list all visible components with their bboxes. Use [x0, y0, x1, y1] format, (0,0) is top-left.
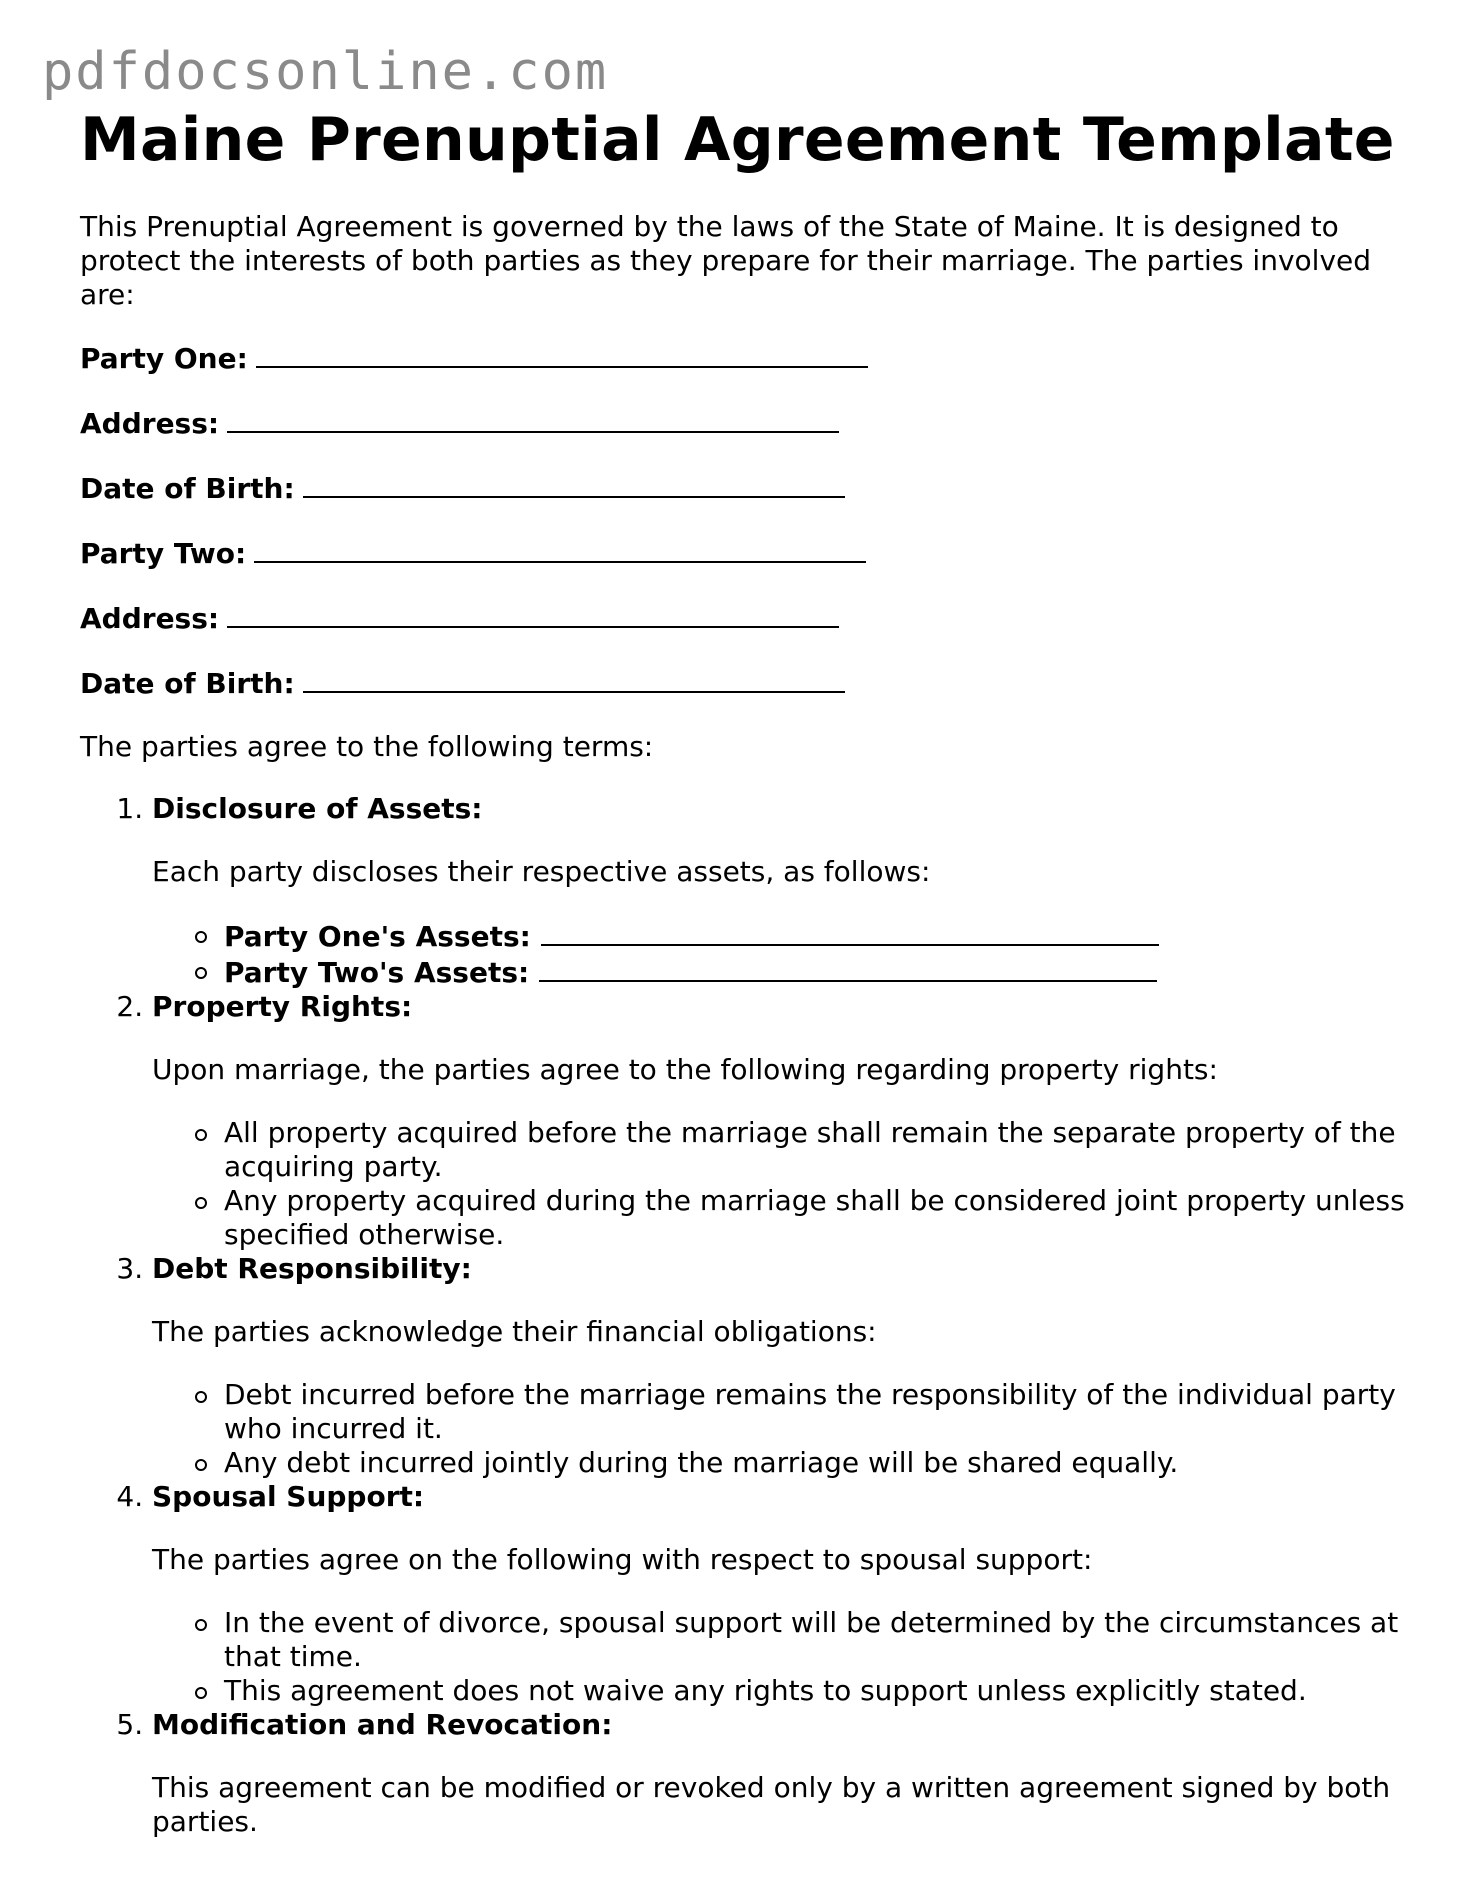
term-item	[152, 1252, 1410, 1480]
field-label: Party One:	[80, 342, 248, 375]
term-sublist	[152, 1116, 1410, 1252]
term-description: This agreement can be modified or revoked only by a written agreement signed by both parties.	[152, 1771, 1391, 1838]
sub-item: All property acquired before the marriage shall remain the separate property of the acquiring party.	[224, 1116, 1410, 1184]
term-description: Each party discloses their respective assets, as follows:	[152, 855, 931, 888]
field-label: Address:	[80, 602, 220, 635]
term-item	[152, 990, 1410, 1252]
field-label: Party Two:	[80, 537, 247, 570]
term-item	[152, 1708, 1410, 1839]
sub-item	[224, 918, 1410, 954]
field-label: Address:	[80, 407, 220, 440]
term-title: Property Rights:	[152, 990, 413, 1023]
address-two-blank[interactable]	[227, 600, 839, 628]
party-two-blank[interactable]	[254, 535, 866, 563]
party-one-blank[interactable]	[256, 340, 868, 368]
sub-item: Any property acquired during the marriage shall be considered joint property unless specified otherwise.	[224, 1184, 1410, 1252]
party-two-assets-blank[interactable]	[539, 954, 1157, 982]
terms-list	[80, 792, 1410, 1839]
term-description: Upon marriage, the parties agree to the following regarding property rights:	[152, 1053, 1218, 1086]
sub-item-label: Party One's Assets:	[224, 920, 531, 953]
sub-item-label: Party Two's Assets:	[224, 956, 530, 989]
field-address-two	[80, 600, 1410, 636]
field-dob-two	[80, 665, 1410, 701]
term-title: Spousal Support:	[152, 1480, 425, 1513]
sub-item	[224, 954, 1410, 990]
term-sublist	[152, 1378, 1410, 1480]
term-description: The parties agree on the following with respect to spousal support:	[152, 1543, 1093, 1576]
field-address-one	[80, 405, 1410, 441]
document-title: Maine Prenuptial Agreement Template	[80, 105, 1395, 175]
dob-two-blank[interactable]	[303, 665, 845, 693]
terms-lead: The parties agree to the following terms:	[80, 730, 654, 763]
term-description: The parties acknowledge their financial obligations:	[152, 1315, 877, 1348]
term-title: Debt Responsibility:	[152, 1252, 472, 1285]
intro-paragraph: This Prenuptial Agreement is governed by the laws of the State of Maine. It is designed to protect the interests of both parties as they prepare for their marriage. The parties involved are:	[80, 210, 1372, 311]
field-party-two	[80, 535, 1410, 571]
party-fields	[80, 340, 1410, 701]
watermark: pdfdocsonline.com	[42, 42, 609, 102]
dob-one-blank[interactable]	[303, 470, 845, 498]
field-label: Date of Birth:	[80, 667, 295, 700]
address-one-blank[interactable]	[227, 405, 839, 433]
sub-item: In the event of divorce, spousal support will be determined by the circumstances at that time.	[224, 1606, 1410, 1674]
field-party-one	[80, 340, 1410, 376]
term-item	[152, 1480, 1410, 1708]
field-label: Date of Birth:	[80, 472, 295, 505]
sub-item: Debt incurred before the marriage remains the responsibility of the individual party who incurred it.	[224, 1378, 1410, 1446]
field-dob-one	[80, 470, 1410, 506]
term-item	[152, 792, 1410, 990]
term-sublist	[152, 918, 1410, 990]
document-page	[80, 104, 1410, 1868]
term-sublist	[152, 1606, 1410, 1708]
term-title: Disclosure of Assets:	[152, 792, 483, 825]
sub-item: This agreement does not waive any rights to support unless explicitly stated.	[224, 1674, 1410, 1708]
party-one-assets-blank[interactable]	[541, 918, 1159, 946]
sub-item: Any debt incurred jointly during the marriage will be shared equally.	[224, 1446, 1410, 1480]
term-title: Modification and Revocation:	[152, 1708, 613, 1741]
